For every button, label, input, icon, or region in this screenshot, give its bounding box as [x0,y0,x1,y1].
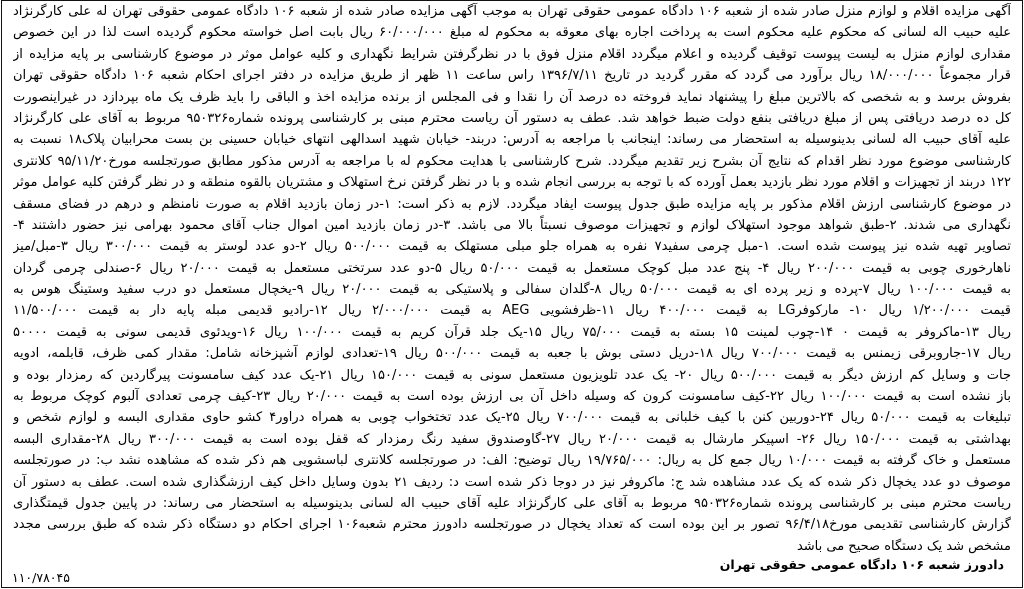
notice-body [13,1,1011,557]
notice-text-line: تصاویر تهیه شده نیز پیوست شده است. ۱-مبل چرمی سفید۷ نفره به همراه جلو مبلی مستهلک به قیمت ۵۰۰/۰۰۰ ریال ۲-دو عدد لوستر به قیمت ۳۰۰/۰۰۰ ریال ۳-مبل/میز [13,239,1011,255]
notice-text-line: گزارش کارشناسی تقدیمی مورخ۹۶/۴/۱۸ تصور بر این بوده است که تعداد یخچال در صورتجلسه دادورز محترم شعبه۱۰۶ اجرای احکام دو دستگاه ذکر شده که طبق بررسی مجدد [13,517,1011,533]
notice-text-line: ناهارخوری چوبی به قیمت ۲۰۰/۰۰۰ ریال ۴- پنج عدد مبل کوچک مستعمل به قیمت ۵۰/۰۰۰ ریال ۵-دو عدد سرتختی مستعمل به قیمت ۲۰/۰۰۰ ریال ۶-صندلی چرمی گردان [13,260,1011,276]
notice-text-line: به قیمت ۱۰۰/۰۰۰ ریال ۷-پرده و زیر پرده ای به قیمت ۵۰/۰۰۰ ریال ۸-گلدان سفالی و پلاستیکی به قیمت ۲۰/۰۰۰ ریال ۹-یخچال مستعمل دو درب سفید وستینگ هوس به [13,282,1011,298]
notice-text-line: جات و وسایل کم ارزش دیگر به قیمت ۵۰۰/۰۰۰ ریال ۲۰- یک عدد تلویزیون مستعمل سونی به قیمت ۱۵۰/۰۰۰ ریال ۲۱-یک عدد کیف سامسونت پیرگاردین که رمزدار بوده و [13,367,1011,383]
notice-text-line: آگهی مزایده اقلام و لوازم منزل صادر شده از شعبه ۱۰۶ دادگاه عمومی حقوقی تهران به موجب آگهی مزایده صادر شده از شعبه ۱۰۶ دادگاه عمومی حقوقی تهران له علی کارگرنژاد [13,4,1011,19]
notice-text-line: قیمت ۱/۲۰۰/۰۰۰ ریال ۱۰- مارکوفرLG به قیمت ۴۰۰/۰۰۰ ریال ۱۱-ظرفشویی AEG به قیمت ۲/۰۰۰/۰۰۰ ریال ۱۲-رادیو قدیمی مبله پایه دار به قیمت ۱۱/۵۰۰/۰۰۰ [13,303,1011,319]
court-officer-signature: دادورز شعبه ۱۰۶ دادگاه عمومی حقوقی تهران [719,557,1004,572]
notice-text-line: مستعمل و خاک گرفته به قیمت ۱۰/۰۰۰ ریال جمع کل به ریال: ۱۹/۷۶۵/۰۰۰ ریال توضیح: الف: در صورتجلسه کلانتری لباسشویی هم ذکر شده که مشاهده نشد ب: در صورتجلسه [13,453,1011,469]
reference-number: ۱۱۰/۷۸۰۴۵ [12,570,70,585]
notice-text-line: ریال ۱۳-ماکروفر به قیمت ۰ ۱۴-چوب لمینت ۱۵ بسته به قیمت ۷۵/۰۰۰ ریال ۱۵-یک جلد قرآن کریم به قیمت ۱۰۰/۰۰۰ ریال ۱۶-ویدئوی قدیمی سونی به قیمت ۵۰۰۰۰ [13,324,1011,340]
notice-text-line: مقداری لوازم منزل به لیست پیوست توقیف گردیده و اعلام میگردد اقلام منزل فوق با در نظرگرفتن شرایط نگهداری و کلیه عوامل موثر در موضوع کارشناسی بر پایه مزایده از [13,46,1011,62]
notice-text-line: علیه آقای حبیب اله لسانی بدینوسیله به استحضار می رساند: اینجانب با مراجعه به آدرس: دربند- خیابان شهید اسدالهی انتهای خیابان حسینی بن بست محرابیان پلاک۱۸ نسبت به [13,132,1011,148]
notice-text-line: ریاست محترم مبنی بر کارشناسی پرونده شماره۹۵۰۳۲۶ مربوط به آقای علی کارگرنژاد علیه آقای حبیب اله لسانی بدینوسیله به استحضار می رساند: در پایین جدول قیمتگذاری [13,495,1011,511]
notice-text-line: بفروش برسد و به شخصی که بالاترین مبلغ را پیشنهاد نماید فروخته ده درصد آن را نقدا و فی المجلس از برنده مزایده اخذ و الباقی را باید ظرف یک ماه بپردازد در غیراینصورت [13,89,1011,105]
notice-text-line: ریال ۱۷-جاروبرقی زیمنس به قیمت ۷۰۰/۰۰۰ ریال ۱۸-دریل دستی بوش با جعبه به قیمت ۵۰۰/۰۰۰ ریال ۱۹-تعدادی لوازم آشپزخانه شامل: مقدار کمی ظرف، قابلمه، ادویه [13,346,1011,362]
notice-text-line: نگهداری می شدند. ۲-طبق شواهد موجود استهلاک لوازم و تجهیزات موصوف نسبتاً بالا می باشد. ۳-در زمان بازدید امین اموال جناب آقای محمود بهرامی نیز حضور داشتند ۴- [13,217,1011,233]
notice-text-line: کارشناسی موضوع مورد نظر اقدام که نتایج آن بشرح زیر تقدیم میگردد. شرح کارشناسی با هدایت محکوم له با مراجعه به آدرس مذکور مطابق صورتجلسه مورخ۹۵/۱۱/۲۰ کلانتری [13,153,1011,169]
notice-text-line: کل ده درصد دریافتی پس از مبلغ دریافتی بنفع دولت ضبط خواهد شد. عطف به دستور آن ریاست محترم مبنی بر کارشناسی پرونده شماره۹۵۰۳۲۶ مربوط به آقای علی کارگرنژاد [13,110,1011,126]
notice-text-line: ۱۲۲ دربند از تجهیزات و اقلام مورد نظر بازدید بعمل آورده که با توجه به بررسی انجام شده و با در نظر گرفتن نرخ استهلاک و مشتریان بالقوه منطقه و در نظر گرفتن کلیه عوامل موثر [13,175,1011,191]
notice-text-line: باز نشده است به قیمت ۱۰۰/۰۰۰ ریال ۲۲-کیف سامسونت کرون که وسیله داخل آن بی ارزش بوده است به قیمت ۲۰/۰۰۰ ریال ۲۳-کیف چرمی تعدادی آلبوم کوچک مربوط به [13,389,1011,405]
notice-text-line: علیه حبیب اله لسانی که محکوم علیه محکوم است به پرداخت اجاره بهای معوقه به محکوم له مبلغ ۶۰/۰۰۰/۰۰۰ ریال بابت اصل خواسته محکوم گردیده است لذا در این خصوص [13,25,1011,41]
notice-text-line: قرار مجموعاً ۱۸/۰۰۰/۰۰۰ ریال برآورد می گردد که مقرر گردید در تاریخ ۱۳۹۶/۷/۱۱ راس ساعت ۱۱ ظهر از طریق مزایده در دفتر اجرای احکام شعبه ۱۰۶ دادگاه حقوقی تهران [13,68,1011,84]
notice-closing-line: مشخص شد یک دستگاه صحیح می باشد [796,538,1011,554]
notice-text-line: تبلیغات به قیمت ۵۰/۰۰۰ ریال ۲۴-دوربین کنن با کیف خلبانی به قیمت ۷۰۰/۰۰۰ ریال ۲۵-یک عدد تختخواب چوبی به همراه دراور۴ کشو حاوی مقداری البسه و لوازم شخص و [13,410,1011,426]
notice-text-line: بهداشتی به قیمت ۱۵۰/۰۰۰ ریال ۲۶- اسپیکر مارشال به قیمت ۲۰/۰۰۰ ریال ۲۷-گاوصندوق سفید رنگ رمزدار که قفل بوده است به قیمت ۳۰۰/۰۰۰ ریال ۲۸-مقداری البسه [13,431,1011,447]
notice-text-line: در موضوع کارشناسی ارزش اقلام مذکور بر پایه مزایده طبق جدول پیوست ایفاد میگردد. لازم به ذکر است: ۱-در زمان بازدید اقلام به صورت نامنظم و درهم در فضای مسقف [13,196,1011,212]
notice-text-line: موصوف دو عدد یخچال ذکر شده که یک عدد مشاهده شد ج: ماکروفر نیز در دوجا ذکر شده است د: ردیف ۲۱ بدون وسایل داخل کیف ارزشگذاری شده است. عطف به دستور آن [13,474,1011,490]
